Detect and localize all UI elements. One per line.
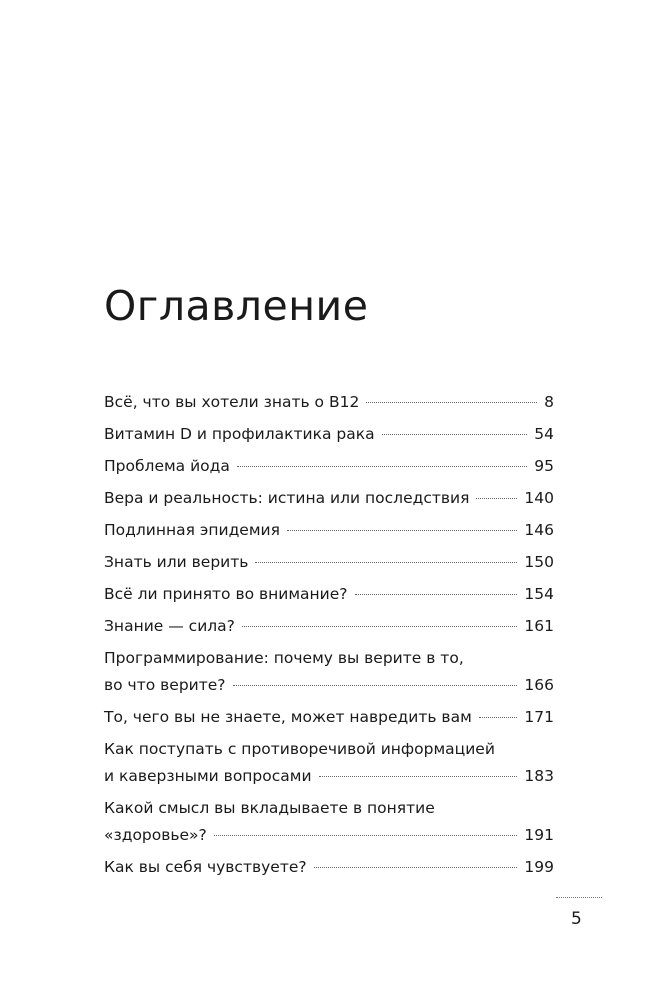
toc-entry <box>104 613 554 640</box>
toc-entry <box>104 517 554 544</box>
toc-entry-page: 146 <box>524 521 554 539</box>
toc-entry-title-line1: Программирование: почему вы верите в то, <box>104 649 464 667</box>
toc-entry <box>104 736 554 790</box>
toc-entry-title: Проблема йода <box>104 457 230 475</box>
toc-entry-title: То, чего вы не знаете, может навредить вам <box>104 708 472 726</box>
dot-leader <box>287 530 517 531</box>
dot-leader <box>366 402 537 403</box>
dot-leader <box>479 717 518 718</box>
toc-entry <box>104 704 554 731</box>
toc-entry-page: 140 <box>524 489 554 507</box>
toc-entry-title-line1: Как поступать с противоречивой информацией <box>104 740 495 758</box>
toc-entry <box>104 854 554 881</box>
page-number: 5 <box>571 909 582 929</box>
toc-entry-page: 95 <box>534 457 554 475</box>
toc-entry-title: Знание — сила? <box>104 617 235 635</box>
toc-entry-page: 166 <box>524 676 554 694</box>
toc-entry-page: 171 <box>524 708 554 726</box>
dot-leader <box>242 626 518 627</box>
dot-leader <box>355 594 518 595</box>
toc-entry-page: 54 <box>534 425 554 443</box>
toc-entry-page: 183 <box>524 767 554 785</box>
dot-leader <box>237 466 527 467</box>
toc-entry-page: 8 <box>544 393 554 411</box>
toc-entry-title: Витамин D и профилактика рака <box>104 425 375 443</box>
toc-entry-title-line1: Какой смысл вы вкладываете в понятие <box>104 799 435 817</box>
toc-entry-page: 161 <box>524 617 554 635</box>
toc-entry-title: «здоровье»? <box>104 826 207 844</box>
toc-entry <box>104 389 554 416</box>
table-of-contents <box>104 389 554 886</box>
toc-entry <box>104 453 554 480</box>
toc-entry-title: и каверзными вопросами <box>104 767 312 785</box>
toc-entry-page: 191 <box>524 826 554 844</box>
toc-entry-title: Подлинная эпидемия <box>104 521 280 539</box>
dot-leader <box>255 562 517 563</box>
toc-entry-title: Всё, что вы хотели знать о B12 <box>104 393 360 411</box>
toc-entry-page: 154 <box>524 585 554 603</box>
toc-entry-title: во что верите? <box>104 676 226 694</box>
dot-leader <box>319 776 518 777</box>
dot-leader <box>382 434 528 435</box>
toc-entry-title: Вера и реальность: истина или последствия <box>104 489 470 507</box>
toc-entry <box>104 549 554 576</box>
toc-entry <box>104 795 554 849</box>
toc-entry <box>104 581 554 608</box>
toc-entry-page: 199 <box>524 858 554 876</box>
dot-leader <box>314 867 518 868</box>
dot-leader <box>214 835 518 836</box>
footer-dot-rule <box>556 897 602 898</box>
toc-entry <box>104 485 554 512</box>
toc-entry-title: Как вы себя чувствуете? <box>104 858 307 876</box>
dot-leader <box>233 685 518 686</box>
toc-entry-title: Знать или верить <box>104 553 249 571</box>
toc-entry-page: 150 <box>524 553 554 571</box>
dot-leader <box>476 498 517 499</box>
toc-entry <box>104 645 554 699</box>
page-title: Оглавление <box>104 282 369 330</box>
toc-entry <box>104 421 554 448</box>
toc-entry-title: Всё ли принято во внимание? <box>104 585 348 603</box>
